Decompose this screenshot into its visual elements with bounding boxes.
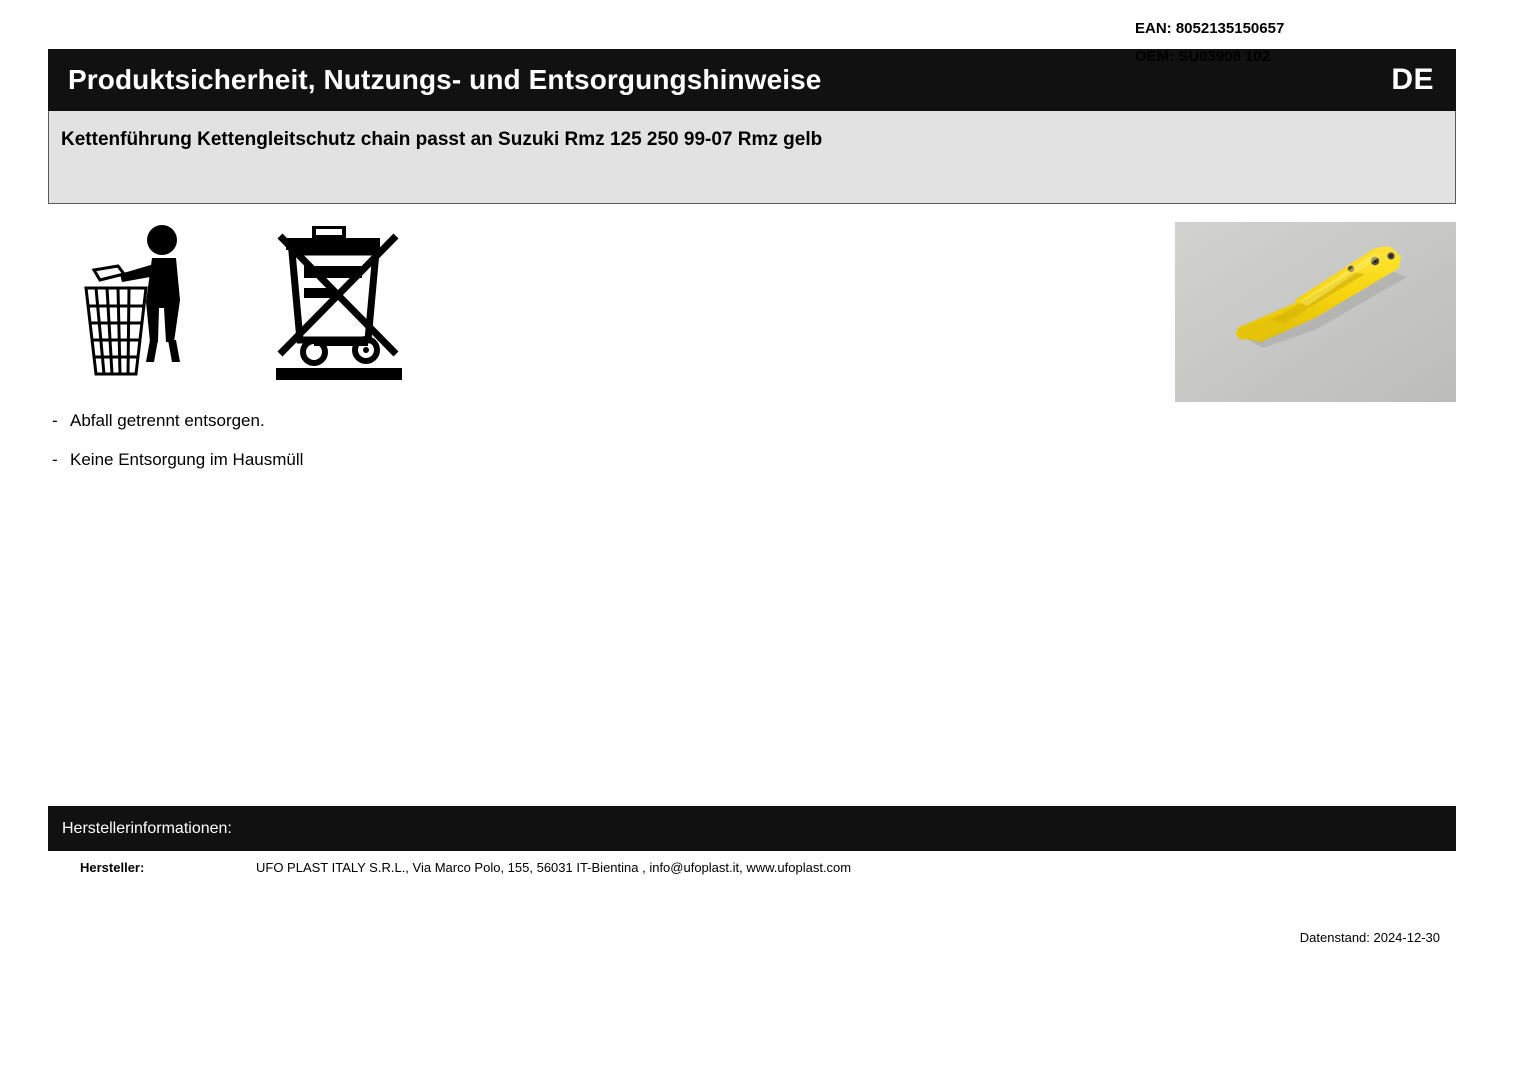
product-codes [1135,15,1284,71]
weee-crossed-out-wheelie-bin-icon [270,222,410,387]
product-info-bar [48,111,1456,204]
list-item-label: Abfall getrennt entsorgen. [70,411,265,430]
list-item-label: Keine Entsorgung im Hausmüll [70,449,304,469]
dispose-in-bin-icon [80,222,220,387]
disposal-notes [52,412,752,489]
manufacturer-section-header [48,806,1456,851]
manufacturer-label: Hersteller: [80,860,145,875]
language-badge: DE [1391,63,1434,96]
list-bullet: - [52,411,58,430]
list-bullet: - [52,449,58,469]
product-name: Kettenführung Kettengleitschutz chain passt an Suzuki Rmz 125 250 99-07 Rmz gelb [61,129,823,150]
list-item [52,412,752,431]
oem-code: OEM: SU03908 102 [1135,47,1271,65]
manufacturer-section-title: Herstellerinformationen: [62,819,232,837]
manufacturer-value: UFO PLAST ITALY S.R.L., Via Marco Polo, 155, 56031 IT-Bientina , info@ufoplast.it, www.ufoplast.com [256,860,852,875]
datestamp: Datenstand: 2024-12-30 [1299,930,1440,945]
page-title: Produktsicherheit, Nutzungs- und Entsorgungshinweise [68,64,822,95]
product-photo [1175,222,1456,402]
list-item [52,451,752,470]
ean-code: EAN: 8052135150657 [1135,20,1285,37]
pictogram-area [70,222,430,382]
